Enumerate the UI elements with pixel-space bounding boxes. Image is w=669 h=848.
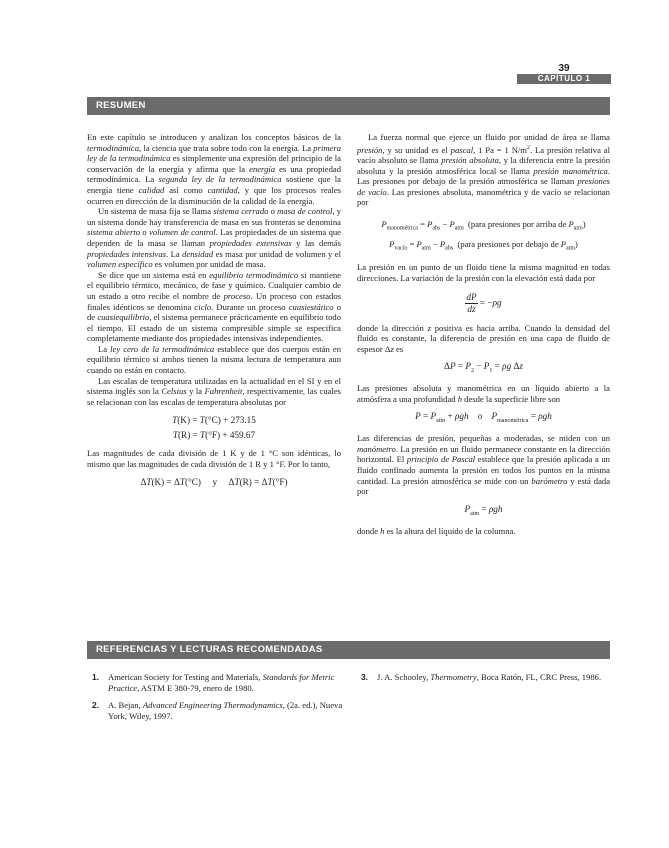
chapter-label: CAPÍTULO 1: [517, 74, 611, 84]
fraction: [465, 292, 477, 315]
paragraph: Las presiones absoluta y manométrica en un líquido abierto a la atmósfera a una profundidad h desde la superficie libre son: [357, 383, 610, 404]
reference-text: J. A. Schooley, Thermometry, Boca Ratón, FL, CRC Press, 1986.: [377, 672, 602, 682]
references-right: [361, 672, 610, 689]
equation-manometric: $P_{manométrica} = P_{abs} - P_{atm}$ (para presiones por arriba de $P_{atm}$): [381, 219, 586, 232]
fraction-numerator: dP: [466, 291, 477, 302]
equation-rhs: = −ρg: [477, 297, 502, 308]
paragraph: Las diferencias de presión, pequeñas a moderadas, se miden con un manómetro. La presión en un fluido permanece constante en la dirección horizontal. El principio de Pascal establece que la presión aplicada a un fluido confinado aumenta la presión en todos los puntos en la misma cantidad. La presión atmosférica se mide con un barómetro y está dada por: [357, 433, 611, 497]
reference-number: 1.: [92, 672, 99, 682]
reference-number: 2.: [92, 700, 99, 710]
fraction-denominator: dz: [467, 303, 476, 314]
equation-rankine: T(R) = T(°F) + 459.67: [172, 430, 256, 441]
page-number: 39: [558, 63, 570, 74]
paragraph: La presión en un punto de un fluido tiene la misma magnitud en todas direcciones. La variación de la presión con la elevación está dada por: [357, 262, 610, 284]
reference-text: American Society for Testing and Materials, Standards for Metric Practice, ASTM E 380-79, enero de 1980.: [108, 672, 335, 693]
section-title-resumen: RESUMEN: [87, 97, 610, 115]
section-title-referencias: REFERENCIAS Y LECTURAS RECOMENDADAS: [87, 641, 610, 659]
paragraph: Las escalas de temperatura utilizadas en la actualidad en el SI y en el sistema inglés son la Celsius y la Fahrenheit, respectivamente, las cuales se relacionan con las escalas de temperatura absolutas por: [87, 375, 341, 407]
reference-item: [361, 672, 610, 683]
references-left: [92, 672, 346, 728]
paragraph: Se dice que un sistema está en equilibrio termodinámico si mantiene el equilibrio térmico, mecánico, de fase y químico. Cualquier cambio de un estado a otro recibe el nombre de proceso. Un proceso con estados finales idénticos se denomina ciclo. Durante un proceso cuasiestático o de cuasiequilibrio, el sistema permanece prácticamente en equilibrio todo el tiempo. El estado de un sistema compresible simple se especifica completamente mediante dos propiedades intensivas independientes.: [87, 269, 342, 344]
reference-text: A. Bejan, Advanced Engineering Thermodynamics, (2a. ed.), Nueva York, Wiley, 1997.: [108, 700, 343, 721]
paragraph: En este capítulo se introducen y analizan los conceptos básicos de la termodinámica, la ciencia que trata sobre todo con la energía. La primera ley de la termodinámica es simplemente una expresión del principio de la conservación de la energía y afirma que la energía es una propiedad termodinámica. La segunda ley de la termodinámica sostiene que la energía tiene calidad así como cantidad, y que los procesos reales ocurren en dirección de la disminución de la calidad de la energía.: [87, 132, 342, 206]
equation-atmospheric: $P_{atm} = \rho gh$: [464, 503, 503, 517]
paragraph: La fuerza normal que ejerce un fluido por unidad de área se llama presión, y su unidad es el pascal, 1 Pa = 1 $N/m^2$. La presión relativa al vacío absoluto se llama presión absoluta, y la diferencia entre la presión absoluta y la presión atmosférica local se llama presión manométrica. Las presiones por debajo de la presión atmosférica se llaman presiones de vacío. Las presiones absoluta, manométrica y de vacío se relacionan por: [357, 132, 611, 208]
page-header: [517, 63, 611, 84]
paragraph: Las magnitudes de cada división de 1 K y de 1 °C son idénticas, lo mismo que las magnitudes de cada división de 1 R y 1 °F. Por lo tanto,: [87, 448, 341, 470]
equation-delta-temperature: ΔT(K) = ΔT(°C) y ΔT(R) = ΔT(°F): [140, 476, 288, 487]
reference-item: [92, 672, 346, 694]
paragraph: Un sistema de masa fija se llama sistema cerrado o masa de control, y un sistema donde hay transferencia de masa en sus fronteras se denomina sistema abierto o volumen de control. Las propiedades de un sistema que dependen de la masa se llaman propiedades extensivas y las demás propiedades intensivas. La densidad es masa por unidad de volumen y el volumen específico es volumen por unidad de masa.: [87, 206, 341, 270]
resumen-left-column: [87, 132, 341, 494]
paragraph: donde h es la altura del líquido de la columna.: [357, 525, 516, 536]
equation-delta-pressure: $\Delta P = P_2 - P_1 = \rho g$ Δz: [444, 361, 523, 375]
equation-kelvin: T(K) = T(°C) + 273.15: [172, 415, 256, 426]
paragraph: donde la dirección z positiva es hacia arriba. Cuando la densidad del fluido es constante, la diferencia de presión en una capa de fluido de espesor Δz es: [357, 322, 610, 354]
equation-pressure-gradient: [357, 292, 610, 315]
resumen-right-column: [357, 132, 610, 536]
equation-vacuum: $P_{vacío} = P_{atm} - P_{abs}$ (para presiones por debajo de $P_{atm}$): [389, 238, 578, 252]
paragraph: La ley cero de la termodinámica establece que dos cuerpos están en equilibrio térmico si ambos tienen la misma lectura de temperatura aun cuando no están en contacto.: [87, 343, 341, 376]
reference-number: 3.: [361, 672, 368, 682]
reference-item: [92, 700, 346, 722]
equation-hydrostatic: $P = P_{atm} + \rho gh$ o $P_{manométrica} = \rho gh$: [415, 411, 552, 425]
